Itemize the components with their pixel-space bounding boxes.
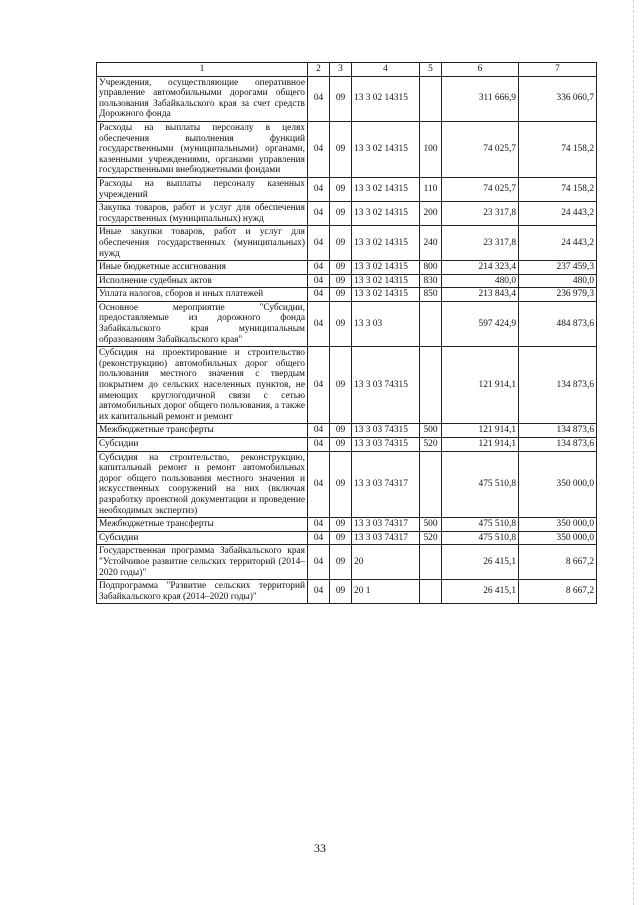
column-header: 4 [352, 63, 420, 77]
row-amount-year1-cell: 23 317,8 [442, 226, 519, 261]
row-name-cell: Уплата налогов, сборов и иных платежей [97, 288, 308, 302]
row-section-cell: 04 [308, 177, 330, 201]
row-expense-type-cell: 500 [420, 424, 442, 438]
row-amount-year2-cell: 134 873,6 [519, 424, 597, 438]
row-amount-year2-cell: 134 873,6 [519, 347, 597, 424]
row-subsection-cell: 09 [330, 580, 352, 604]
row-target-article-cell: 13 3 03 74317 [352, 531, 420, 545]
row-section-cell: 04 [308, 301, 330, 346]
row-amount-year1-cell: 213 843,4 [442, 288, 519, 302]
row-name-cell: Межбюджетные трансферты [97, 518, 308, 532]
column-header: 6 [442, 63, 519, 77]
table-row [97, 274, 597, 288]
table-row [97, 580, 597, 604]
row-target-article-cell: 13 3 02 14315 [352, 261, 420, 275]
row-target-article-cell: 13 3 02 14315 [352, 121, 420, 177]
row-target-article-cell: 13 3 02 14315 [352, 202, 420, 226]
table-row [97, 226, 597, 261]
row-name-cell: Расходы на выплаты персоналу казенных учреждений [97, 177, 308, 201]
row-expense-type-cell [420, 301, 442, 346]
row-amount-year2-cell: 237 459,3 [519, 261, 597, 275]
page-edge [632, 0, 634, 905]
row-expense-type-cell: 200 [420, 202, 442, 226]
row-expense-type-cell: 110 [420, 177, 442, 201]
row-section-cell: 04 [308, 580, 330, 604]
row-subsection-cell: 09 [330, 531, 352, 545]
row-expense-type-cell: 520 [420, 531, 442, 545]
row-amount-year2-cell: 350 000,0 [519, 518, 597, 532]
row-amount-year2-cell: 484 873,6 [519, 301, 597, 346]
row-subsection-cell: 09 [330, 347, 352, 424]
row-amount-year1-cell: 23 317,8 [442, 202, 519, 226]
row-subsection-cell: 09 [330, 177, 352, 201]
page-number: 33 [314, 841, 326, 855]
row-amount-year1-cell: 475 510,8 [442, 531, 519, 545]
row-target-article-cell: 13 3 03 74317 [352, 518, 420, 532]
row-name-cell: Подпрограмма "Развитие сельских территорий Забайкальского края (2014–2020 годы)" [97, 580, 308, 604]
row-expense-type-cell: 800 [420, 261, 442, 275]
row-section-cell: 04 [308, 202, 330, 226]
table-row [97, 177, 597, 201]
row-subsection-cell: 09 [330, 121, 352, 177]
row-section-cell: 04 [308, 545, 330, 580]
row-subsection-cell: 09 [330, 301, 352, 346]
row-amount-year1-cell: 475 510,8 [442, 518, 519, 532]
row-amount-year1-cell: 26 415,1 [442, 545, 519, 580]
row-target-article-cell: 13 3 02 14315 [352, 274, 420, 288]
row-expense-type-cell: 500 [420, 518, 442, 532]
row-subsection-cell: 09 [330, 438, 352, 452]
row-expense-type-cell: 830 [420, 274, 442, 288]
table-row [97, 438, 597, 452]
row-expense-type-cell: 240 [420, 226, 442, 261]
row-amount-year1-cell: 121 914,1 [442, 347, 519, 424]
column-header: 2 [308, 63, 330, 77]
row-subsection-cell: 09 [330, 451, 352, 518]
table-row [97, 301, 597, 346]
table-row [97, 518, 597, 532]
row-target-article-cell: 13 3 02 14315 [352, 177, 420, 201]
row-expense-type-cell: 850 [420, 288, 442, 302]
row-target-article-cell: 13 3 03 [352, 301, 420, 346]
table-row [97, 531, 597, 545]
row-name-cell: Субсидии [97, 438, 308, 452]
row-amount-year1-cell: 311 666,9 [442, 76, 519, 121]
table-header-row [97, 63, 597, 77]
table-row [97, 347, 597, 424]
column-header: 3 [330, 63, 352, 77]
column-header: 5 [420, 63, 442, 77]
row-section-cell: 04 [308, 76, 330, 121]
row-section-cell: 04 [308, 438, 330, 452]
table-row [97, 545, 597, 580]
row-amount-year1-cell: 475 510,8 [442, 451, 519, 518]
row-subsection-cell: 09 [330, 226, 352, 261]
row-amount-year1-cell: 121 914,1 [442, 424, 519, 438]
row-amount-year1-cell: 597 424,9 [442, 301, 519, 346]
row-subsection-cell: 09 [330, 545, 352, 580]
row-section-cell: 04 [308, 261, 330, 275]
row-expense-type-cell [420, 545, 442, 580]
row-target-article-cell: 13 3 02 14315 [352, 226, 420, 261]
row-name-cell: Исполнение судебных актов [97, 274, 308, 288]
row-name-cell: Государственная программа Забайкальского края "Устойчивое развитие сельских территорий (2014–2020 годы)" [97, 545, 308, 580]
row-name-cell: Межбюджетные трансферты [97, 424, 308, 438]
row-amount-year2-cell: 350 000,0 [519, 451, 597, 518]
table-row [97, 76, 597, 121]
row-amount-year2-cell: 8 667,2 [519, 580, 597, 604]
row-amount-year2-cell: 8 667,2 [519, 545, 597, 580]
column-header: 7 [519, 63, 597, 77]
table-row [97, 288, 597, 302]
row-section-cell: 04 [308, 347, 330, 424]
row-expense-type-cell: 520 [420, 438, 442, 452]
row-amount-year2-cell: 350 000,0 [519, 531, 597, 545]
row-expense-type-cell: 100 [420, 121, 442, 177]
row-name-cell: Закупка товаров, работ и услуг для обеспечения государственных (муниципальных) нужд [97, 202, 308, 226]
row-name-cell: Субсидии [97, 531, 308, 545]
budget-table [96, 62, 597, 604]
row-target-article-cell: 13 3 03 74315 [352, 347, 420, 424]
row-name-cell: Учреждения, осуществляющие оперативное управление автомобильными дорогами общего пользования Забайкальского края за счет средств Дорожного фонда [97, 76, 308, 121]
row-name-cell: Основное мероприятие "Субсидии, предоставляемые из дорожного фонда Забайкальского края муниципальным образованиям Забайкальского края" [97, 301, 308, 346]
table-body [97, 76, 597, 604]
row-amount-year2-cell: 74 158,2 [519, 177, 597, 201]
row-subsection-cell: 09 [330, 76, 352, 121]
row-amount-year1-cell: 214 323,4 [442, 261, 519, 275]
row-amount-year1-cell: 480,0 [442, 274, 519, 288]
row-section-cell: 04 [308, 274, 330, 288]
row-amount-year1-cell: 26 415,1 [442, 580, 519, 604]
row-target-article-cell: 13 3 03 74315 [352, 438, 420, 452]
row-expense-type-cell [420, 347, 442, 424]
row-target-article-cell: 13 3 02 14315 [352, 76, 420, 121]
row-expense-type-cell [420, 451, 442, 518]
row-name-cell: Субсидия на строительство, реконструкцию, капитальный ремонт и ремонт автомобильных дорог общего пользования местного значения и искусственных сооружений на них (включая разработку проектной документации и проведение необходимых экспертиз) [97, 451, 308, 518]
row-subsection-cell: 09 [330, 518, 352, 532]
budget-table-container [96, 62, 596, 604]
row-amount-year2-cell: 480,0 [519, 274, 597, 288]
row-name-cell: Иные закупки товаров, работ и услуг для обеспечения государственных (муниципальных) нужд [97, 226, 308, 261]
row-section-cell: 04 [308, 226, 330, 261]
row-section-cell: 04 [308, 424, 330, 438]
row-subsection-cell: 09 [330, 288, 352, 302]
row-amount-year1-cell: 121 914,1 [442, 438, 519, 452]
column-header: 1 [97, 63, 308, 77]
row-target-article-cell: 13 3 02 14315 [352, 288, 420, 302]
row-name-cell: Иные бюджетные ассигнования [97, 261, 308, 275]
table-row [97, 202, 597, 226]
row-name-cell: Субсидия на проектирование и строительство (реконструкцию) автомобильных дорог общего пользования местного значения с твердым покрытием до сельских населенных пунктов, не имеющих круглогодичной связи с сетью автомобильных дорог общего пользования, а также их капитальный ремонт и ремонт [97, 347, 308, 424]
row-target-article-cell: 20 [352, 545, 420, 580]
row-amount-year2-cell: 134 873,6 [519, 438, 597, 452]
table-row [97, 261, 597, 275]
row-amount-year2-cell: 74 158,2 [519, 121, 597, 177]
row-section-cell: 04 [308, 531, 330, 545]
row-target-article-cell: 13 3 03 74317 [352, 451, 420, 518]
row-subsection-cell: 09 [330, 202, 352, 226]
row-section-cell: 04 [308, 451, 330, 518]
row-section-cell: 04 [308, 288, 330, 302]
row-section-cell: 04 [308, 518, 330, 532]
row-amount-year2-cell: 24 443,2 [519, 226, 597, 261]
row-subsection-cell: 09 [330, 424, 352, 438]
row-amount-year2-cell: 24 443,2 [519, 202, 597, 226]
row-subsection-cell: 09 [330, 261, 352, 275]
row-subsection-cell: 09 [330, 274, 352, 288]
table-row [97, 424, 597, 438]
table-row [97, 121, 597, 177]
table-row [97, 451, 597, 518]
row-amount-year2-cell: 236 979,3 [519, 288, 597, 302]
row-amount-year1-cell: 74 025,7 [442, 121, 519, 177]
row-name-cell: Расходы на выплаты персоналу в целях обеспечения выполнения функций государственными (муниципальными) органами, казенными учреждениями, органами управления государственными внебюджетными фондами [97, 121, 308, 177]
row-section-cell: 04 [308, 121, 330, 177]
row-expense-type-cell [420, 580, 442, 604]
row-amount-year2-cell: 336 060,7 [519, 76, 597, 121]
row-expense-type-cell [420, 76, 442, 121]
row-amount-year1-cell: 74 025,7 [442, 177, 519, 201]
row-target-article-cell: 13 3 03 74315 [352, 424, 420, 438]
row-target-article-cell: 20 1 [352, 580, 420, 604]
